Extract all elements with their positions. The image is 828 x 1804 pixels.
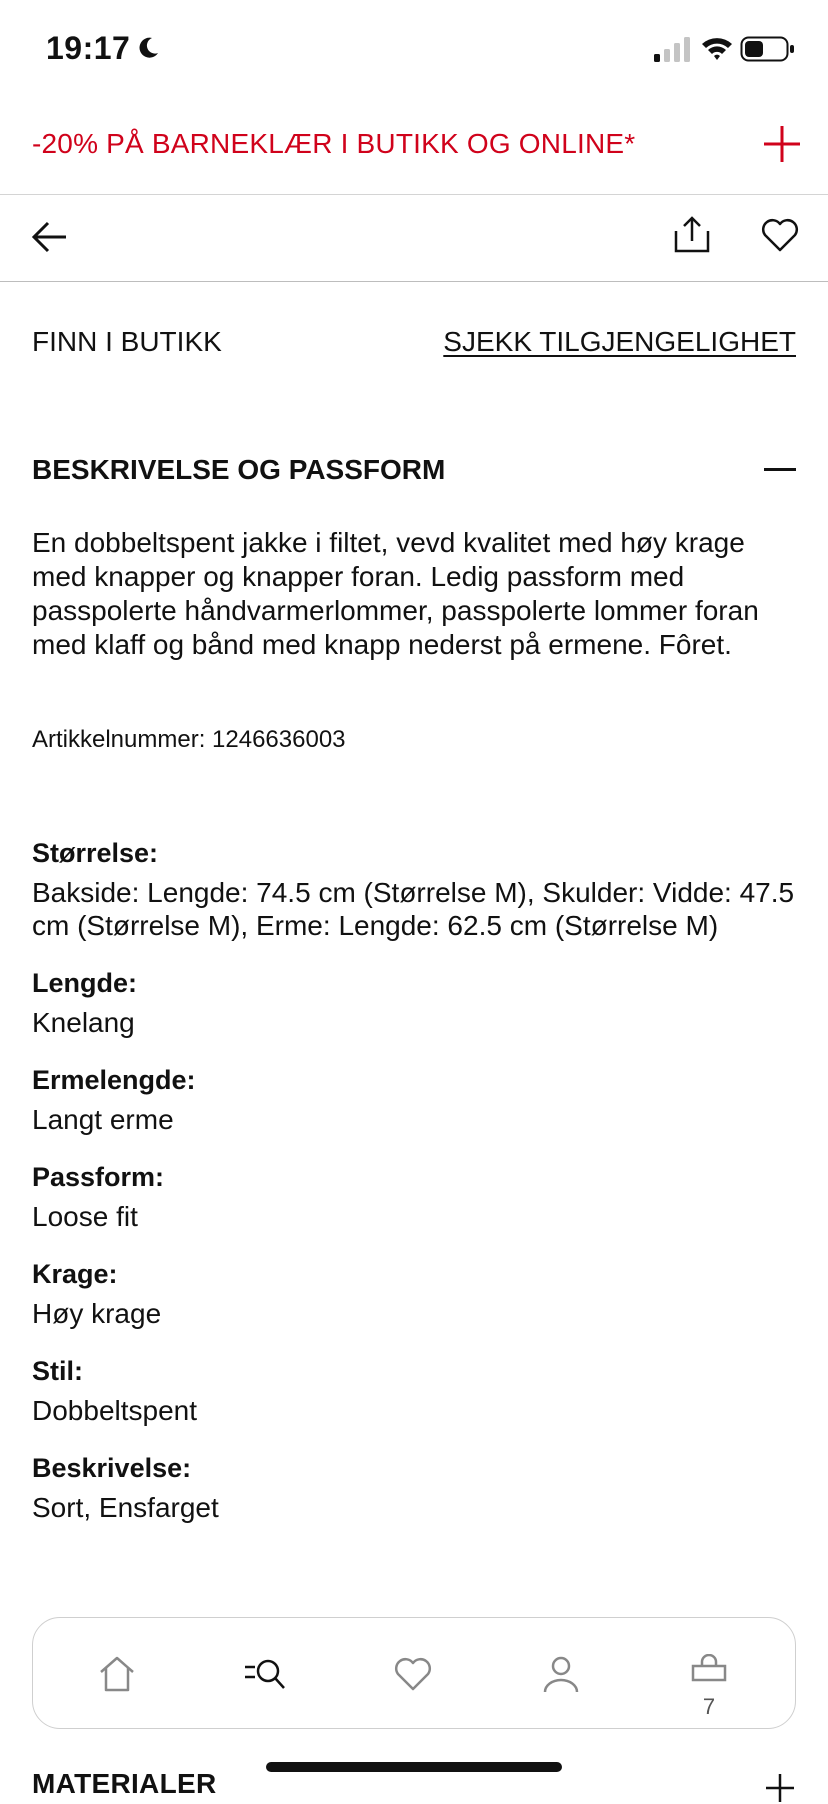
description-section-header[interactable] <box>32 454 796 490</box>
account-icon <box>541 1654 581 1694</box>
bag-icon <box>689 1654 729 1694</box>
home-icon <box>97 1654 137 1694</box>
find-in-store-label: FINN I BUTIKK <box>32 326 222 357</box>
detail-label: Beskrivelse: <box>32 1453 192 1483</box>
detail-item <box>32 1354 796 1427</box>
tab-search[interactable] <box>191 1618 339 1728</box>
detail-item <box>32 836 796 942</box>
section-title: BESKRIVELSE OG PASSFORM <box>32 454 446 485</box>
moon-icon <box>136 36 160 60</box>
plus-icon[interactable] <box>764 1772 796 1804</box>
wifi-icon <box>700 34 734 62</box>
detail-value: Langt erme <box>32 1104 174 1135</box>
minus-icon[interactable] <box>764 468 796 471</box>
status-time: 19:17 <box>46 30 131 66</box>
detail-item <box>32 1451 796 1524</box>
detail-label: Lengde: <box>32 968 137 998</box>
cellular-signal-icon <box>652 36 692 62</box>
bag-count-badge: 7 <box>702 1694 716 1719</box>
promo-banner[interactable] <box>0 100 828 195</box>
tab-bag[interactable] <box>635 1618 783 1728</box>
detail-value: Bakside: Lengde: 74.5 cm (Størrelse M), Skulder: Vidde: 47.5 cm (Størrelse M), Erme: Lengde: 62.5 cm (Størrelse M) <box>32 877 795 941</box>
check-availability-link[interactable]: SJEKK TILGJENGELIGHET <box>443 326 796 357</box>
detail-label: Passform: <box>32 1162 165 1192</box>
detail-value: Loose fit <box>32 1201 138 1232</box>
detail-label: Stil: <box>32 1356 83 1386</box>
detail-label: Størrelse: <box>32 838 159 868</box>
home-indicator[interactable] <box>266 1762 562 1772</box>
article-number: Artikkelnummer: 1246636003 <box>32 726 346 753</box>
detail-item <box>32 1063 796 1136</box>
product-details-list <box>32 836 796 1548</box>
heart-icon <box>393 1654 433 1694</box>
plus-icon[interactable] <box>760 122 804 166</box>
search-icon <box>245 1654 285 1694</box>
detail-item <box>32 1160 796 1233</box>
detail-value: Knelang <box>32 1007 135 1038</box>
tab-favourites[interactable] <box>339 1618 487 1728</box>
back-arrow-icon[interactable] <box>30 217 70 257</box>
product-description: En dobbeltspent jakke i filtet, vevd kvalitet med høy krage med knapper og knapper foran. Ledig passform med passpolerte håndvarmerlommer, passpolerte lommer foran med klaff og bånd med knapp nederst på ermene. Fôret. <box>32 527 759 660</box>
bottom-tab-bar <box>32 1617 796 1729</box>
detail-item <box>32 966 796 1039</box>
detail-value: Høy krage <box>32 1298 162 1329</box>
detail-label: Ermelengde: <box>32 1065 196 1095</box>
heart-icon[interactable] <box>760 217 800 253</box>
battery-icon <box>740 36 796 62</box>
detail-item <box>32 1257 796 1330</box>
detail-label: Krage: <box>32 1259 118 1289</box>
detail-value: Sort, Ensfarget <box>32 1492 219 1523</box>
detail-value: Dobbeltspent <box>32 1395 198 1426</box>
navigation-bar <box>0 195 828 282</box>
tab-home[interactable] <box>43 1618 191 1728</box>
status-bar <box>0 0 828 100</box>
share-icon[interactable] <box>672 215 712 255</box>
materials-section-header[interactable]: MATERIALER <box>32 1768 217 1799</box>
promo-text: -20% PÅ BARNEKLÆR I BUTIKK OG ONLINE* <box>32 128 636 159</box>
tab-account[interactable] <box>487 1618 635 1728</box>
